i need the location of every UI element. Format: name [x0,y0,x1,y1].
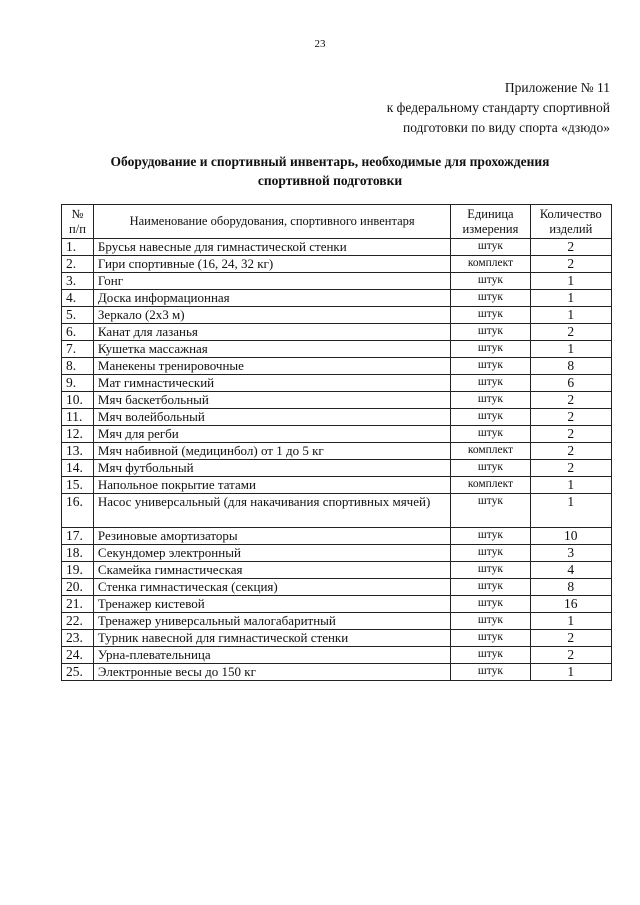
table-row [62,426,612,443]
item-quantity: 3 [530,545,611,562]
item-unit: штук [451,307,530,324]
item-quantity: 2 [530,392,611,409]
item-unit: штук [451,613,530,630]
item-unit: штук [451,460,530,477]
item-quantity: 4 [530,562,611,579]
item-name: Тренажер универсальный малогабаритный [93,613,450,630]
row-number: 16. [62,494,94,528]
item-quantity: 1 [530,613,611,630]
row-number: 3. [62,273,94,290]
item-quantity: 2 [530,239,611,256]
item-name: Мяч баскетбольный [93,392,450,409]
item-name: Насос универсальный (для накачивания спортивных мячей) [93,494,450,528]
item-name: Скамейка гимнастическая [93,562,450,579]
item-quantity: 2 [530,630,611,647]
table-row [62,324,612,341]
item-unit: штук [451,528,530,545]
item-unit: штук [451,426,530,443]
row-number: 14. [62,460,94,477]
row-number: 10. [62,392,94,409]
item-unit: штук [451,664,530,681]
table-row [62,358,612,375]
item-quantity: 1 [530,273,611,290]
header-unit-line-1: Единица [467,206,514,221]
table-row [62,273,612,290]
row-number: 20. [62,579,94,596]
item-name: Тренажер кистевой [93,596,450,613]
row-number: 15. [62,477,94,494]
item-quantity: 2 [530,443,611,460]
header-unit-line-2: измерения [462,221,519,236]
item-name: Доска информационная [93,290,450,307]
item-unit: штук [451,494,530,528]
item-name: Стенка гимнастическая (секция) [93,579,450,596]
table-row [62,375,612,392]
item-quantity: 2 [530,647,611,664]
table-row [62,647,612,664]
appendix-line-1: Приложение № 11 [504,80,610,95]
row-number: 8. [62,358,94,375]
table-row [62,664,612,681]
item-name: Гонг [93,273,450,290]
row-number: 11. [62,409,94,426]
item-name: Мяч для регби [93,426,450,443]
title-line-1: Оборудование и спортивный инвентарь, необходимые для прохождения [110,154,550,169]
appendix-heading [387,78,610,138]
table-row [62,579,612,596]
item-unit: штук [451,579,530,596]
document-title [60,152,600,190]
item-name: Мяч волейбольный [93,409,450,426]
item-name: Гири спортивные (16, 24, 32 кг) [93,256,450,273]
table-row [62,562,612,579]
table-row [62,596,612,613]
title-line-2: спортивной подготовки [257,173,403,188]
item-quantity: 1 [530,307,611,324]
item-quantity: 8 [530,579,611,596]
item-quantity: 1 [530,341,611,358]
item-quantity: 1 [530,290,611,307]
item-unit: штук [451,273,530,290]
table-row [62,443,612,460]
item-unit: штук [451,358,530,375]
table-row [62,545,612,562]
item-unit: штук [451,375,530,392]
row-number: 2. [62,256,94,273]
header-qty-line-2: изделий [549,221,593,236]
item-unit: штук [451,392,530,409]
table-row [62,528,612,545]
appendix-line-3: подготовки по виду спорта «дзюдо» [402,120,610,135]
item-name: Мат гимнастический [93,375,450,392]
item-name: Турник навесной для гимнастической стенки [93,630,450,647]
item-quantity: 1 [530,494,611,528]
table-header-row [62,205,612,239]
table-body [62,239,612,681]
header-qty [530,205,611,239]
row-number: 7. [62,341,94,358]
table-row [62,630,612,647]
row-number: 21. [62,596,94,613]
header-num [62,205,94,239]
item-name: Зеркало (2x3 м) [93,307,450,324]
table-row [62,460,612,477]
item-quantity: 1 [530,477,611,494]
page-number: 23 [314,38,326,50]
row-number: 1. [62,239,94,256]
table-row [62,341,612,358]
item-unit: штук [451,341,530,358]
row-number: 23. [62,630,94,647]
item-name: Манекены тренировочные [93,358,450,375]
item-name: Секундомер электронный [93,545,450,562]
item-unit: штук [451,409,530,426]
row-number: 24. [62,647,94,664]
table-row [62,477,612,494]
item-quantity: 16 [530,596,611,613]
row-number: 9. [62,375,94,392]
item-unit: штук [451,596,530,613]
item-name: Кушетка массажная [93,341,450,358]
header-num-line-1: № [71,206,84,221]
row-number: 6. [62,324,94,341]
item-quantity: 2 [530,256,611,273]
item-unit: штук [451,290,530,307]
header-qty-line-1: Количество [539,206,602,221]
header-num-line-2: п/п [69,221,86,236]
table-row [62,239,612,256]
table-row [62,290,612,307]
table-row [62,256,612,273]
item-quantity: 2 [530,409,611,426]
header-unit [451,205,530,239]
table-row [62,409,612,426]
item-unit: штук [451,562,530,579]
row-number: 12. [62,426,94,443]
row-number: 4. [62,290,94,307]
inventory-table [61,204,612,681]
item-unit: комплект [451,256,530,273]
row-number: 5. [62,307,94,324]
row-number: 25. [62,664,94,681]
table-row [62,494,612,528]
item-quantity: 2 [530,426,611,443]
item-unit: штук [451,630,530,647]
item-name: Электронные весы до 150 кг [93,664,450,681]
row-number: 13. [62,443,94,460]
row-number: 19. [62,562,94,579]
table-row [62,613,612,630]
row-number: 17. [62,528,94,545]
item-unit: штук [451,239,530,256]
table-row [62,307,612,324]
item-name: Мяч набивной (медицинбол) от 1 до 5 кг [93,443,450,460]
item-name: Мяч футбольный [93,460,450,477]
item-name: Брусья навесные для гимнастической стенки [93,239,450,256]
item-name: Урна-плевательница [93,647,450,664]
item-unit: комплект [451,477,530,494]
item-unit: штук [451,647,530,664]
item-quantity: 2 [530,460,611,477]
item-name: Канат для лазанья [93,324,450,341]
item-unit: штук [451,545,530,562]
item-quantity: 1 [530,664,611,681]
item-name: Резиновые амортизаторы [93,528,450,545]
table-row [62,392,612,409]
item-quantity: 8 [530,358,611,375]
appendix-line-2: к федеральному стандарту спортивной [386,100,610,115]
row-number: 22. [62,613,94,630]
item-quantity: 2 [530,324,611,341]
item-unit: комплект [451,443,530,460]
item-quantity: 6 [530,375,611,392]
item-quantity: 10 [530,528,611,545]
item-unit: штук [451,324,530,341]
header-name: Наименование оборудования, спортивного инвентаря [93,205,450,239]
row-number: 18. [62,545,94,562]
item-name: Напольное покрытие татами [93,477,450,494]
